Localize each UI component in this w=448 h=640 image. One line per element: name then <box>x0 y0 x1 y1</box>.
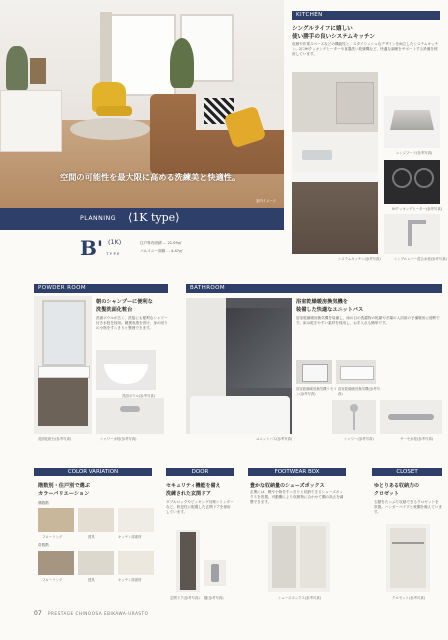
bath-dryer-caption: 浴室乾燥暖房換気機(参考写真) <box>338 387 381 396</box>
basin-photo <box>96 350 156 390</box>
vanity-photo <box>34 296 92 434</box>
bath-headline-1: 浴室乾燥暖房換気機を <box>296 299 348 305</box>
page-number: 07 <box>34 610 42 617</box>
plan-type-word: TYPE <box>106 251 121 256</box>
swatch-odd-kitchen <box>118 551 154 575</box>
swatch-even-floor-label: フローリング <box>42 535 63 539</box>
key-photo <box>204 560 226 586</box>
kitchen-body: 収納や作業スペースなどの機能性と、スタイリッシュなデザインを両立したシステムキッチン。2口IHクッキングヒーターや食器洗い乾燥機など、快適な調理をサポートする設備を採用しています。 <box>292 42 439 56</box>
bath-title: BATHROOM <box>186 284 442 293</box>
hero-caption: 室内イメージ <box>256 199 277 203</box>
closet-photo <box>386 524 430 592</box>
closet-headline-2: クロゼット <box>374 491 399 497</box>
powder-headline-1: 朝のシャンプーに便利な <box>96 299 153 305</box>
rangehood-photo <box>384 96 440 148</box>
thermo-faucet-caption: サーモ水栓(参考写真) <box>400 437 434 441</box>
footwear-caption: シューズボックス(参考写真) <box>278 596 322 600</box>
kitchen-headline-2: 使い勝手の良いシステムキッチン <box>292 34 375 40</box>
shower-faucet-caption: シャワー水栓(参考写真) <box>100 437 137 441</box>
door-photo <box>176 530 200 592</box>
powder-headline-2: 洗髪洗面化粧台 <box>96 307 133 313</box>
swatch-even-door-label: 建具 <box>88 535 95 539</box>
powder-body: 洗面ボウルが広く、洗髪にも便利なシャワー付き水栓を採用。鏡裏収納を設け、身の回りの小物をすっきりと整理できます。 <box>96 316 168 330</box>
color-group-odd: 奇数階 <box>38 543 49 547</box>
plan-type-letter: B' <box>80 236 104 260</box>
unitbath-photo <box>186 298 292 434</box>
footwear-title: FOOTWEAR BOX <box>248 468 346 476</box>
door-headline-2: 洗練された玄関ドア <box>166 491 211 497</box>
plan-spec-area: 住戸専有面積 … 21.09㎡ <box>140 241 182 245</box>
kitchen-photo <box>292 72 378 254</box>
key-caption: 鍵(参考写真) <box>204 596 224 600</box>
swatch-odd-door-label: 建具 <box>88 578 95 582</box>
shower-caption: シャワー(参考写真) <box>344 437 374 441</box>
footwear-body: 玄関には、靴や小物をすっきりと収納できるシューズボックスを設置。可動棚により収納物に合わせて棚の高さを調整できます。 <box>250 490 344 504</box>
swatch-odd-floor-label: フローリング <box>42 578 63 582</box>
footwear-headline: 豊かな収納量のシューズボックス <box>250 483 325 489</box>
swatch-even-kitchen-label: キッチン扉面材 <box>118 535 142 539</box>
vanity-caption: 洗面化粧台(参考写真) <box>38 437 72 441</box>
faucet-caption: シングルレバー混合水栓(参考写真) <box>394 257 447 261</box>
kitchen-caption: システムキッチン(参考写真) <box>338 257 381 261</box>
plan-type-sub: (1K) <box>108 238 122 246</box>
cooktop-photo <box>384 160 440 204</box>
swatch-odd-kitchen-label: キッチン扉面材 <box>118 578 142 582</box>
bath-body: 浴室乾燥暖房換気機を装備し、雨の日の洗濯物の乾燥や冬場の入浴前の予備暖房に便利です。床は乾きやすい素材を採用し、お手入れも簡単です。 <box>296 316 440 325</box>
door-title: DOOR <box>166 468 234 476</box>
powder-title: POWDER ROOM <box>34 284 168 293</box>
shower-faucet-photo <box>96 398 164 434</box>
kitchen-title: KITCHEN <box>292 11 440 20</box>
swatch-even-kitchen <box>118 508 154 532</box>
bath-remote-caption: 浴室乾燥暖房換気機リモコン(参考写真) <box>296 387 337 396</box>
shower-photo <box>332 400 376 434</box>
footer-brand: PRESTAGE CHINOOSA EBIKAWA-URASTO <box>48 611 149 616</box>
closet-caption: クロゼット(参考写真) <box>392 596 426 600</box>
color-group-even: 偶数階 <box>38 501 49 505</box>
door-caption: 玄関ドア(参考写真) <box>170 596 200 600</box>
closet-title: CLOSET <box>372 468 442 476</box>
color-title: COLOR VARIATION <box>34 468 152 476</box>
faucet-photo <box>384 214 440 254</box>
cooktop-caption: IHクッキングヒーター(参考写真) <box>392 207 443 211</box>
unitbath-caption: ユニットバス(参考写真) <box>256 437 293 441</box>
color-headline-1: 階数別・住戸別で選ぶ <box>38 483 90 489</box>
plan-spec-balcony: バルコニー面積 … 4.47㎡ <box>140 249 183 253</box>
swatch-even-door <box>78 508 114 532</box>
bath-dryer-photo <box>336 360 376 384</box>
thermo-faucet-photo <box>380 400 442 434</box>
rangehood-caption: レンジフード(参考写真) <box>396 151 433 155</box>
footwear-photo <box>268 522 330 592</box>
swatch-odd-floor <box>38 551 74 575</box>
planning-label: PLANNING <box>80 215 117 222</box>
basin-caption: 洗面ボウル(参考写真) <box>122 394 156 398</box>
kitchen-headline-1: シングルライフに嬉しい <box>292 26 353 32</box>
plan-type-title: ⟨1K type⟩ <box>128 211 180 224</box>
swatch-even-floor <box>38 508 74 532</box>
hero-headline: 空間の可能性を最大限に高める洗練美と快適性。 <box>60 172 241 182</box>
door-headline-1: セキュリティ機能を備え <box>166 483 221 489</box>
swatch-odd-door <box>78 551 114 575</box>
door-body: ダブルロックやピッキング対策シリンダーなど、防犯性に配慮した玄関ドアを採用しています。 <box>166 500 234 514</box>
closet-body: 衣類をたっぷり収納できるクロゼットを設置。ハンガーパイプと枕棚を備えています。 <box>374 500 442 514</box>
color-headline-2: カラーバリエーション <box>38 491 90 497</box>
bath-headline-2: 装備した快適なユニットバス <box>296 307 364 313</box>
closet-headline-1: ゆとりある収納力の <box>374 483 420 489</box>
bath-remote-photo <box>296 360 332 384</box>
